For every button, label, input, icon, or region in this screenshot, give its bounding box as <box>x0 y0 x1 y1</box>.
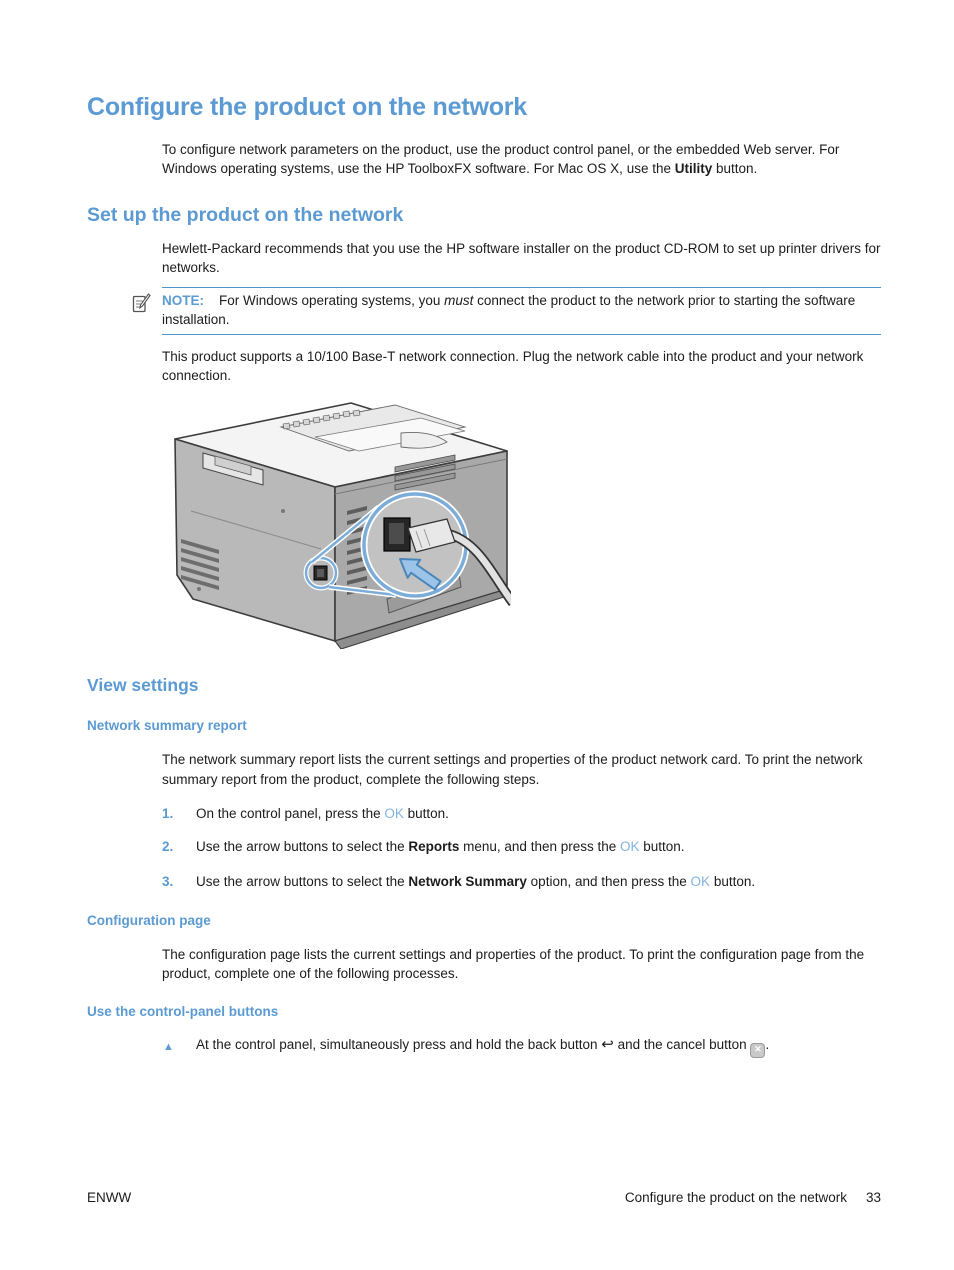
step-text-end: button. <box>710 873 756 889</box>
page-footer <box>87 1190 881 1205</box>
footer-enww-label: ENWW <box>87 1190 132 1205</box>
intro-text-end: button. <box>712 161 758 177</box>
note-text: For Windows operating systems, you <box>219 293 445 309</box>
setup-section-heading: Set up the product on the network <box>87 203 404 226</box>
step-text-end: button. <box>639 839 685 855</box>
ok-link[interactable]: OK <box>384 805 404 821</box>
single-step-text-pre: At the control panel, simultaneously press and hold the back button <box>196 1037 602 1053</box>
footer-right <box>625 1190 881 1205</box>
single-step-text-end: . <box>765 1037 770 1053</box>
network-summary-paragraph: The network summary report lists the current settings and properties of the product network card. To print the network summary report from the product, complete the following steps. <box>162 752 863 787</box>
step-text-pre: Use the arrow buttons to select the <box>196 873 409 889</box>
step-number: 2. <box>162 839 174 855</box>
numbered-steps <box>0 804 954 891</box>
step-bold-text: Network Summary <box>408 873 527 889</box>
intro-text: To configure network parameters on the product, use the product control panel, or the embedded Web server. For Windows operating systems, use the HP ToolboxFX software. For Mac OS X, use the <box>162 142 840 177</box>
step-text-end: button. <box>403 805 449 821</box>
setup-paragraph: Hewlett-Packard recommends that you use the HP software installer on the product CD-ROM to set up printer drivers for networks. <box>162 240 881 275</box>
triangle-bullet-icon: ▲ <box>163 1041 174 1054</box>
step-bold-text: Reports <box>408 839 460 855</box>
page-title: Configure the product on the network <box>87 93 528 121</box>
step-item-1 <box>162 804 881 823</box>
step-text <box>196 837 685 856</box>
step-item-2 <box>162 837 881 856</box>
step-text-pre: On the control panel, press the <box>196 805 385 821</box>
step-text-mid: option, and then press the <box>526 873 691 889</box>
configuration-page-paragraph: The configuration page lists the current settings and properties of the product. To print the configuration page from the product, complete one of the following processes. <box>162 946 865 982</box>
step-item-3 <box>162 872 881 891</box>
ok-link[interactable]: OK <box>690 873 711 889</box>
utility-bold-text: Utility <box>674 161 713 177</box>
step-text-pre: Use the arrow buttons to select the <box>196 839 409 855</box>
step-text-mid: menu, and then press the <box>459 839 620 855</box>
single-step-text <box>196 1035 769 1057</box>
step-text <box>196 804 449 823</box>
single-step-item <box>163 1035 882 1057</box>
control-panel-buttons-heading: Use the control-panel buttons <box>87 1004 279 1020</box>
note-box <box>162 287 881 335</box>
intro-paragraph <box>162 140 881 179</box>
step-number: 1. <box>162 805 174 821</box>
view-settings-heading: View settings <box>87 675 199 696</box>
note-icon <box>132 293 151 318</box>
note-text-end: connect the product to the network prior to starting the software installation. <box>162 293 856 328</box>
network-summary-heading: Network summary report <box>87 718 247 734</box>
note-label: NOTE: <box>162 293 204 309</box>
printer-rear-illustration <box>163 393 511 649</box>
note-emphasis: must <box>444 293 474 309</box>
step-text <box>196 872 755 891</box>
cancel-button-icon: ✕ <box>750 1043 765 1058</box>
single-step-text-mid: and the cancel button <box>613 1037 751 1053</box>
footer-chapter-title: Configure the product on the network <box>624 1190 847 1205</box>
configuration-page-heading: Configuration page <box>87 912 211 928</box>
ok-link[interactable]: OK <box>620 839 640 855</box>
back-button-icon: ↩ <box>601 1036 614 1054</box>
footer-page-number: 33 <box>865 1190 881 1205</box>
step-number: 3. <box>162 873 174 889</box>
network-connection-paragraph: This product supports a 10/100 Base-T network connection. Plug the network cable into the product and your network connection. <box>162 348 864 384</box>
